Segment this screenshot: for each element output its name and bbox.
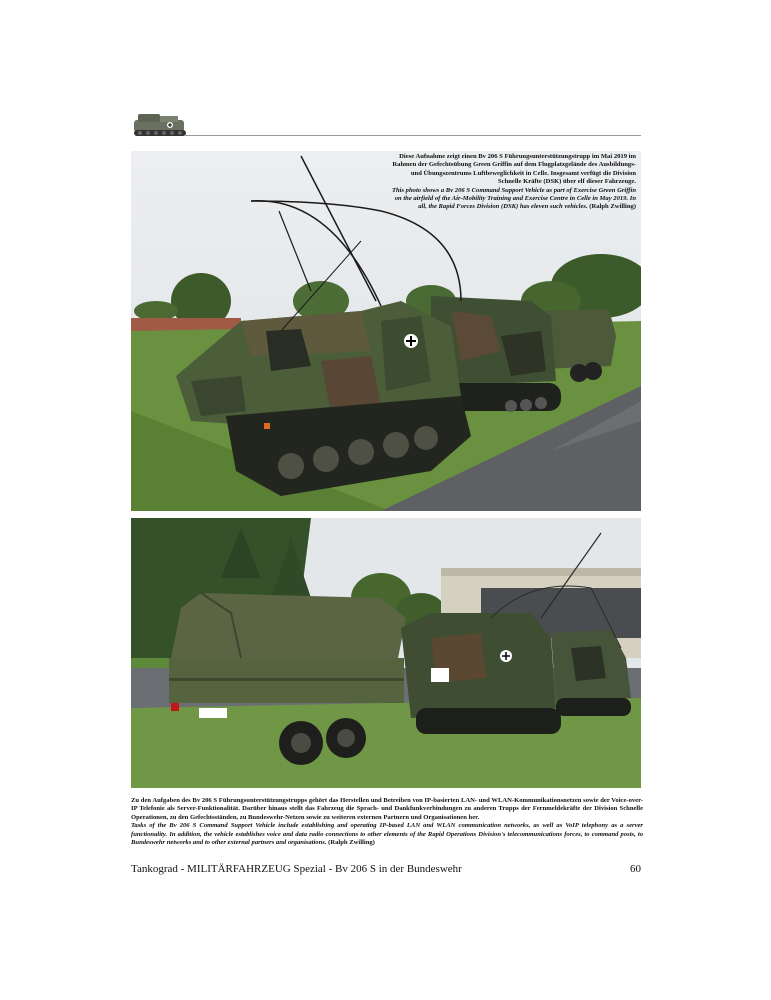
footer-title: Tankograd - MILITÄRFAHRZEUG Spezial - Bv 206 S in der Bundeswehr (131, 863, 462, 875)
photo2-caption-english: Tasks of the Bv 206 S Command Support Vehicle include establishing and operating IP-based LAN and WLAN communication networks, as well as VoIP telephony as a server functionality. In addition, the vehicle establishes voice and data radio connections to other elements of the Rapid Operations Division's telecommunications forces, to command posts, to Bundeswehr networks and to other external partners and organisations. (Ralph Zwilling) (131, 822, 643, 847)
page-number: 60 (630, 863, 641, 875)
photo1-credit: (Ralph Zwilling) (589, 203, 636, 211)
photo2-caption-german: Zu den Aufgaben des Bv 206 S Führungsunterstützungstrupps gehört das Herstellen und Betreiben von IP-basierten LAN- und WLAN-Kommunikationsnetzen sowie der Voice-over-IP Telefonie als Server-Funktionalität. Darüber hinaus stellt das Fahrzeug die Sprach- und Dankfunkverbindungen zu anderen Trupps der Fernmeldekräfte der Division Schnelle Operationen, zu den Gefechtsständen, zu Bundeswehr-Netzen sowie zu weiteren externen Partnern und Organisationen her. (131, 797, 643, 821)
photo2-credit: (Ralph Zwilling) (328, 839, 375, 847)
photo1-caption (391, 153, 636, 212)
photo-bv206-with-trailer-rear (131, 518, 641, 788)
photo2-caption (131, 797, 643, 847)
header-rule (184, 135, 641, 136)
photo1-caption-german: Diese Aufnahme zeigt einen Bv 206 S Führungsunterstützungstrupp im Mai 2019 im Rahmen der Gefechtsübung Green Griffin auf dem Flugplatzgelände des Ausbildungs- und Übungszentrums Luftbeweglichkeit in Celle. Insgesamt verfügt die Division Schnelle Kräfte (DSK) über elf dieser Fahrzeuge. (392, 153, 636, 186)
tank-logo-icon (130, 110, 190, 140)
photo1-caption-english: This photo shows a Bv 206 S Command Support Vehicle as part of Exercise Green Griffin on the airfield of the Air-Mobility Training and Exercise Centre in Celle in May 2019. In all, the Rapid Forces Division (DSK) has eleven such vehicles. (Ralph Zwilling) (391, 186, 636, 211)
